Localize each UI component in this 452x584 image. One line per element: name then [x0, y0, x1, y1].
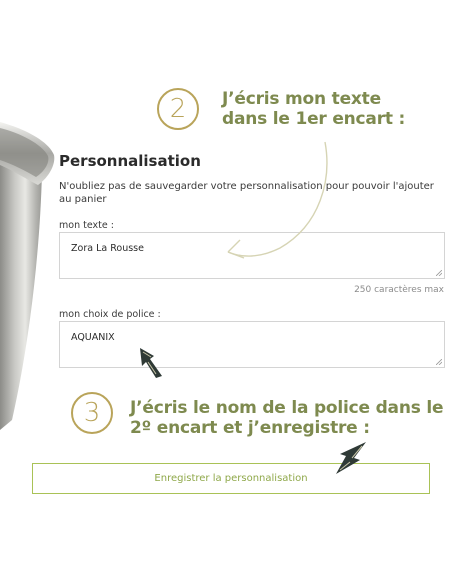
resize-handle-icon[interactable] [436, 359, 442, 365]
step-3-badge [71, 392, 113, 434]
step-2-instruction [222, 89, 405, 129]
step-line: J’écris mon texte [222, 89, 381, 109]
step-line: 2º encart et j’enregistre : [130, 418, 370, 438]
font-field-label: mon choix de police : [59, 309, 161, 320]
font-input-value: AQUANIX [71, 332, 115, 343]
text-input[interactable] [59, 232, 445, 279]
step-3-instruction [130, 398, 443, 438]
step-number: 2 [169, 94, 187, 124]
text-field-label: mon texte : [59, 220, 114, 231]
text-input-value: Zora La Rousse [71, 243, 144, 254]
char-limit-text: 250 caractères max [354, 285, 444, 295]
step-number: 3 [83, 398, 101, 428]
step-line: J’écris le nom de la police dans le [130, 398, 444, 418]
step-line: dans le 1er encart : [222, 109, 406, 129]
save-personalization-button[interactable]: Enregistrer la personnalisation [32, 463, 430, 494]
section-title: Personnalisation [59, 152, 201, 170]
step-2-badge [157, 88, 199, 130]
section-description: N'oubliez pas de sauvegarder votre personnalisation pour pouvoir l'ajouter au panier [59, 181, 434, 205]
font-input[interactable] [59, 321, 445, 368]
resize-handle-icon[interactable] [436, 270, 442, 276]
